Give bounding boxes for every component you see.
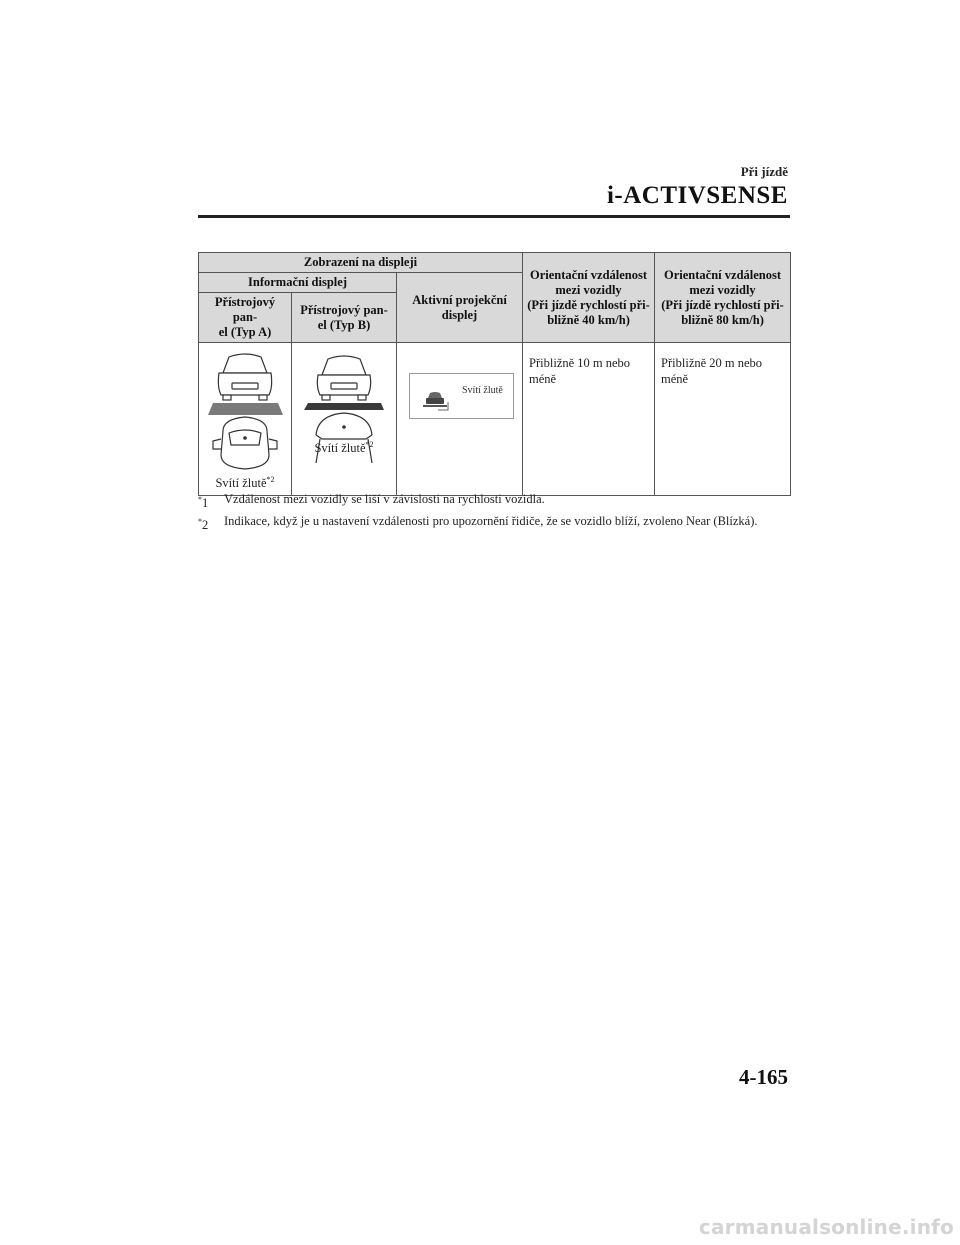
distance-40-header: Orientační vzdálenost mezi vozidly (Při jízdě rychlostí při- bližně 40 km/h) xyxy=(523,253,655,343)
panel-b-cell xyxy=(292,343,397,496)
distance-80-header: Orientační vzdálenost mezi vozidly (Při jízdě rychlostí při- bližně 80 km/h) xyxy=(655,253,791,343)
panel-a-cell xyxy=(199,343,292,496)
display-header: Zobrazení na displeji xyxy=(199,253,523,273)
panel-b-caption: Svítí žlutě$^{*2}$ xyxy=(314,440,374,456)
distance-80-cell xyxy=(655,343,791,496)
front-vehicle-icon xyxy=(317,356,370,400)
footnote-2-text: Indikace, když je u nastavení vzdálenosti pro upozornění řidiče, že se vozidlo blíží, zvoleno Near (Blízká). xyxy=(224,514,758,529)
footnote-2-mark: *2 xyxy=(198,517,209,533)
section-label: Při jízdě xyxy=(740,164,788,179)
footnote-1-text: Vzdálenost mezi vozidly se liší v závislosti na rychlosti vozidla. xyxy=(224,492,545,506)
footnote-1 xyxy=(198,491,798,512)
panel-a-illustration xyxy=(199,343,292,475)
own-vehicle-icon xyxy=(213,417,277,469)
distance-80-value: Přibližně 20 m nebo méně xyxy=(661,356,763,386)
hud-header: Aktivní projekční displej xyxy=(397,273,523,343)
panel-a-header: Přístrojový pan- el (Typ A) xyxy=(199,293,292,343)
footnotes xyxy=(198,491,798,535)
front-vehicle-icon xyxy=(218,354,271,400)
panel-a-caption: Svítí žlutě$^{*2}$ xyxy=(215,475,275,491)
warning-band xyxy=(304,403,384,410)
panel-b-header: Přístrojový pan- el (Typ B) xyxy=(292,293,397,343)
hud-vehicle-icon xyxy=(420,388,450,412)
info-display-header: Informační displej xyxy=(199,273,397,293)
hud-cell xyxy=(397,343,523,496)
footnote-2 xyxy=(198,513,798,534)
distance-table xyxy=(198,252,791,496)
hud-label: Svítí žlutě xyxy=(462,385,503,396)
hud-frame xyxy=(409,373,514,419)
distance-40-value: Přibližně 10 m nebo méně xyxy=(529,356,631,386)
section-title: i-ACTIVSENSE xyxy=(606,182,788,209)
header-rule xyxy=(198,215,790,218)
footnote-1-mark: *1 xyxy=(198,495,209,511)
page-number: 4-165 xyxy=(739,1065,788,1089)
warning-band xyxy=(208,403,283,415)
distance-40-cell xyxy=(523,343,655,496)
watermark: carmanualsonline.info xyxy=(698,1215,954,1239)
